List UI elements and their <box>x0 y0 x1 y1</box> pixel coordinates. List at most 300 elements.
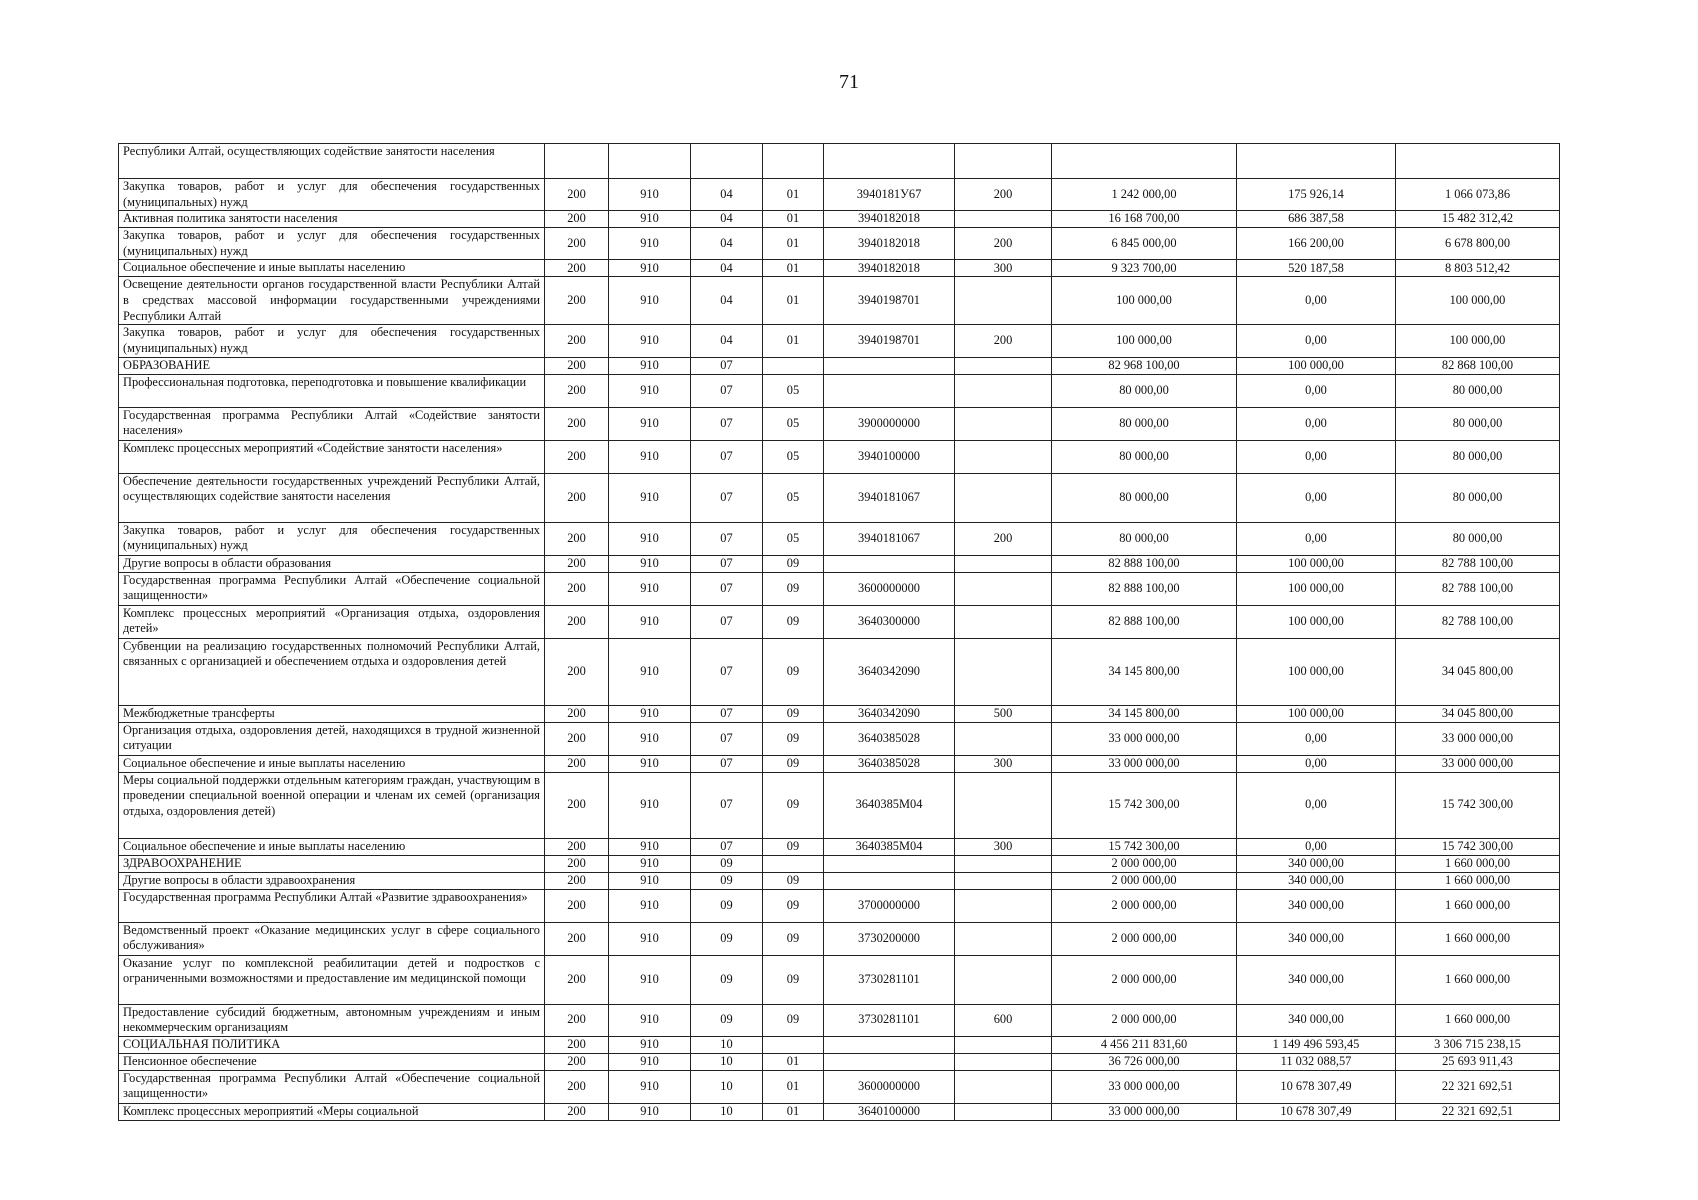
subsection-cell: 01 <box>763 211 824 228</box>
remainder-amount-cell: 1 660 000,00 <box>1396 855 1560 872</box>
plan-amount-cell: 82 888 100,00 <box>1052 605 1237 638</box>
section-cell: 09 <box>691 855 763 872</box>
expense-type-cell <box>955 922 1052 955</box>
razdel-code-cell: 200 <box>545 922 609 955</box>
remainder-amount-cell: 82 788 100,00 <box>1396 572 1560 605</box>
plan-amount-cell: 80 000,00 <box>1052 440 1237 473</box>
description-cell: Освещение деятельности органов государственной власти Республики Алтай в средствах массовой информации государственными учреждениями Республики Алтай <box>119 277 545 325</box>
grbs-code-cell: 910 <box>609 211 691 228</box>
section-cell: 09 <box>691 872 763 889</box>
section-cell: 07 <box>691 357 763 374</box>
executed-amount-cell: 100 000,00 <box>1237 638 1396 705</box>
plan-amount-cell: 15 742 300,00 <box>1052 838 1237 855</box>
plan-amount-cell <box>1052 144 1237 179</box>
executed-amount-cell: 0,00 <box>1237 755 1396 772</box>
razdel-code-cell: 200 <box>545 872 609 889</box>
expense-type-cell <box>955 357 1052 374</box>
table-row <box>119 605 1560 638</box>
target-article-cell: 3640385028 <box>824 755 955 772</box>
plan-amount-cell: 82 888 100,00 <box>1052 555 1237 572</box>
executed-amount-cell: 0,00 <box>1237 440 1396 473</box>
plan-amount-cell: 100 000,00 <box>1052 325 1237 357</box>
description-cell: ЗДРАВООХРАНЕНИЕ <box>119 855 545 872</box>
executed-amount-cell: 0,00 <box>1237 407 1396 440</box>
grbs-code-cell: 910 <box>609 473 691 522</box>
target-article-cell <box>824 1036 955 1053</box>
table-row <box>119 260 1560 277</box>
expense-type-cell: 300 <box>955 838 1052 855</box>
description-cell: Республики Алтай, осуществляющих содействие занятости населения <box>119 144 545 179</box>
target-article-cell <box>824 855 955 872</box>
grbs-code-cell: 910 <box>609 1004 691 1036</box>
table-row <box>119 772 1560 838</box>
target-article-cell <box>824 555 955 572</box>
executed-amount-cell: 1 149 496 593,45 <box>1237 1036 1396 1053</box>
subsection-cell: 09 <box>763 922 824 955</box>
remainder-amount-cell: 80 000,00 <box>1396 374 1560 407</box>
grbs-code-cell: 910 <box>609 1103 691 1120</box>
executed-amount-cell: 175 926,14 <box>1237 179 1396 211</box>
grbs-code-cell: 910 <box>609 572 691 605</box>
target-article-cell <box>824 374 955 407</box>
plan-amount-cell: 36 726 000,00 <box>1052 1053 1237 1070</box>
remainder-amount-cell: 22 321 692,51 <box>1396 1103 1560 1120</box>
description-cell: Организация отдыха, оздоровления детей, находящихся в трудной жизненной ситуации <box>119 722 545 755</box>
expense-type-cell <box>955 855 1052 872</box>
description-cell: Субвенции на реализацию государственных полномочий Республики Алтай, связанных с организацией и обеспечением отдыха и оздоровления детей <box>119 638 545 705</box>
subsection-cell <box>763 1036 824 1053</box>
target-article-cell: 3640100000 <box>824 1103 955 1120</box>
plan-amount-cell: 2 000 000,00 <box>1052 1004 1237 1036</box>
section-cell: 09 <box>691 889 763 922</box>
grbs-code-cell: 910 <box>609 277 691 325</box>
grbs-code-cell: 910 <box>609 605 691 638</box>
target-article-cell: 3900000000 <box>824 407 955 440</box>
plan-amount-cell: 2 000 000,00 <box>1052 872 1237 889</box>
expense-type-cell <box>955 211 1052 228</box>
grbs-code-cell: 910 <box>609 357 691 374</box>
table-row <box>119 1070 1560 1103</box>
executed-amount-cell: 0,00 <box>1237 522 1396 555</box>
executed-amount-cell: 340 000,00 <box>1237 955 1396 1004</box>
description-cell: Оказание услуг по комплексной реабилитации детей и подростков с ограниченными возможностями и предоставление им медицинской помощи <box>119 955 545 1004</box>
subsection-cell: 01 <box>763 260 824 277</box>
table-row <box>119 1036 1560 1053</box>
description-cell: Социальное обеспечение и иные выплаты населению <box>119 755 545 772</box>
description-cell: Закупка товаров, работ и услуг для обеспечения государственных (муниципальных) нужд <box>119 522 545 555</box>
grbs-code-cell: 910 <box>609 522 691 555</box>
table-row <box>119 228 1560 260</box>
executed-amount-cell: 11 032 088,57 <box>1237 1053 1396 1070</box>
remainder-amount-cell: 1 660 000,00 <box>1396 889 1560 922</box>
description-cell: Закупка товаров, работ и услуг для обеспечения государственных (муниципальных) нужд <box>119 179 545 211</box>
table-row <box>119 755 1560 772</box>
grbs-code-cell: 910 <box>609 440 691 473</box>
executed-amount-cell: 0,00 <box>1237 722 1396 755</box>
subsection-cell: 09 <box>763 889 824 922</box>
grbs-code-cell: 910 <box>609 872 691 889</box>
description-cell: Закупка товаров, работ и услуг для обеспечения государственных (муниципальных) нужд <box>119 325 545 357</box>
expense-type-cell <box>955 1053 1052 1070</box>
section-cell: 07 <box>691 638 763 705</box>
section-cell: 07 <box>691 407 763 440</box>
plan-amount-cell: 16 168 700,00 <box>1052 211 1237 228</box>
expense-type-cell <box>955 555 1052 572</box>
subsection-cell: 09 <box>763 572 824 605</box>
subsection-cell: 09 <box>763 605 824 638</box>
description-cell: Ведомственный проект «Оказание медицинских услуг в сфере социального обслуживания» <box>119 922 545 955</box>
plan-amount-cell: 33 000 000,00 <box>1052 1070 1237 1103</box>
subsection-cell: 09 <box>763 838 824 855</box>
table-row <box>119 922 1560 955</box>
remainder-amount-cell: 33 000 000,00 <box>1396 722 1560 755</box>
table-row <box>119 555 1560 572</box>
executed-amount-cell: 0,00 <box>1237 473 1396 522</box>
executed-amount-cell: 340 000,00 <box>1237 872 1396 889</box>
razdel-code-cell: 200 <box>545 722 609 755</box>
razdel-code-cell: 200 <box>545 855 609 872</box>
expense-type-cell <box>955 1070 1052 1103</box>
executed-amount-cell: 686 387,58 <box>1237 211 1396 228</box>
target-article-cell: 3940198701 <box>824 277 955 325</box>
remainder-amount-cell: 15 742 300,00 <box>1396 838 1560 855</box>
section-cell: 04 <box>691 260 763 277</box>
grbs-code-cell: 910 <box>609 705 691 722</box>
remainder-amount-cell: 1 660 000,00 <box>1396 955 1560 1004</box>
target-article-cell: 3940181067 <box>824 473 955 522</box>
remainder-amount-cell: 1 660 000,00 <box>1396 872 1560 889</box>
subsection-cell: 09 <box>763 722 824 755</box>
remainder-amount-cell: 34 045 800,00 <box>1396 638 1560 705</box>
remainder-amount-cell: 33 000 000,00 <box>1396 755 1560 772</box>
remainder-amount-cell <box>1396 144 1560 179</box>
table-row <box>119 179 1560 211</box>
grbs-code-cell: 910 <box>609 1053 691 1070</box>
remainder-amount-cell: 8 803 512,42 <box>1396 260 1560 277</box>
description-cell: Социальное обеспечение и иные выплаты населению <box>119 260 545 277</box>
grbs-code-cell: 910 <box>609 889 691 922</box>
target-article-cell: 3640342090 <box>824 638 955 705</box>
plan-amount-cell: 9 323 700,00 <box>1052 260 1237 277</box>
remainder-amount-cell: 3 306 715 238,15 <box>1396 1036 1560 1053</box>
target-article-cell: 3940182018 <box>824 260 955 277</box>
target-article-cell: 3640300000 <box>824 605 955 638</box>
description-cell: Социальное обеспечение и иные выплаты населению <box>119 838 545 855</box>
plan-amount-cell: 34 145 800,00 <box>1052 705 1237 722</box>
section-cell: 07 <box>691 838 763 855</box>
section-cell: 09 <box>691 1004 763 1036</box>
remainder-amount-cell: 80 000,00 <box>1396 522 1560 555</box>
executed-amount-cell: 0,00 <box>1237 325 1396 357</box>
remainder-amount-cell: 80 000,00 <box>1396 407 1560 440</box>
target-article-cell: 3730281101 <box>824 955 955 1004</box>
razdel-code-cell: 200 <box>545 1036 609 1053</box>
subsection-cell: 05 <box>763 473 824 522</box>
subsection-cell: 01 <box>763 179 824 211</box>
razdel-code-cell: 200 <box>545 325 609 357</box>
razdel-code-cell: 200 <box>545 755 609 772</box>
executed-amount-cell: 100 000,00 <box>1237 705 1396 722</box>
razdel-code-cell: 200 <box>545 211 609 228</box>
table-row <box>119 473 1560 522</box>
subsection-cell: 05 <box>763 374 824 407</box>
section-cell: 09 <box>691 955 763 1004</box>
remainder-amount-cell: 1 660 000,00 <box>1396 922 1560 955</box>
razdel-code-cell: 200 <box>545 555 609 572</box>
table-row <box>119 1053 1560 1070</box>
grbs-code-cell: 910 <box>609 325 691 357</box>
section-cell: 04 <box>691 211 763 228</box>
subsection-cell: 09 <box>763 1004 824 1036</box>
grbs-code-cell: 910 <box>609 407 691 440</box>
table-row <box>119 325 1560 357</box>
table-row <box>119 872 1560 889</box>
plan-amount-cell: 2 000 000,00 <box>1052 855 1237 872</box>
description-cell: Закупка товаров, работ и услуг для обеспечения государственных (муниципальных) нужд <box>119 228 545 260</box>
section-cell <box>691 144 763 179</box>
plan-amount-cell: 80 000,00 <box>1052 374 1237 407</box>
plan-amount-cell: 1 242 000,00 <box>1052 179 1237 211</box>
razdel-code-cell <box>545 144 609 179</box>
expense-type-cell: 200 <box>955 179 1052 211</box>
description-cell: ОБРАЗОВАНИЕ <box>119 357 545 374</box>
target-article-cell: 3940182018 <box>824 211 955 228</box>
grbs-code-cell: 910 <box>609 755 691 772</box>
section-cell: 04 <box>691 325 763 357</box>
executed-amount-cell: 0,00 <box>1237 374 1396 407</box>
description-cell: Государственная программа Республики Алтай «Содействие занятости населения» <box>119 407 545 440</box>
remainder-amount-cell: 80 000,00 <box>1396 440 1560 473</box>
subsection-cell: 05 <box>763 440 824 473</box>
expense-type-cell: 200 <box>955 325 1052 357</box>
description-cell: Обеспечение деятельности государственных учреждений Республики Алтай, осуществляющих содействие занятости населения <box>119 473 545 522</box>
target-article-cell: 3940100000 <box>824 440 955 473</box>
description-cell: Межбюджетные трансферты <box>119 705 545 722</box>
expense-type-cell: 300 <box>955 260 1052 277</box>
section-cell: 10 <box>691 1103 763 1120</box>
target-article-cell <box>824 357 955 374</box>
razdel-code-cell: 200 <box>545 838 609 855</box>
target-article-cell: 3940181У67 <box>824 179 955 211</box>
section-cell: 10 <box>691 1053 763 1070</box>
remainder-amount-cell: 82 788 100,00 <box>1396 605 1560 638</box>
razdel-code-cell: 200 <box>545 473 609 522</box>
razdel-code-cell: 200 <box>545 772 609 838</box>
expense-type-cell <box>955 889 1052 922</box>
executed-amount-cell: 0,00 <box>1237 772 1396 838</box>
subsection-cell: 09 <box>763 772 824 838</box>
table-row <box>119 211 1560 228</box>
description-cell: Комплекс процессных мероприятий «Содействие занятости населения» <box>119 440 545 473</box>
page-number: 71 <box>839 71 859 93</box>
grbs-code-cell: 910 <box>609 722 691 755</box>
target-article-cell: 3640385М04 <box>824 772 955 838</box>
razdel-code-cell: 200 <box>545 357 609 374</box>
description-cell: Профессиональная подготовка, переподготовка и повышение квалификации <box>119 374 545 407</box>
razdel-code-cell: 200 <box>545 1103 609 1120</box>
description-cell: Пенсионное обеспечение <box>119 1053 545 1070</box>
subsection-cell: 05 <box>763 407 824 440</box>
section-cell: 07 <box>691 522 763 555</box>
subsection-cell: 09 <box>763 555 824 572</box>
razdel-code-cell: 200 <box>545 277 609 325</box>
description-cell: Другие вопросы в области образования <box>119 555 545 572</box>
executed-amount-cell: 100 000,00 <box>1237 555 1396 572</box>
plan-amount-cell: 6 845 000,00 <box>1052 228 1237 260</box>
table-row <box>119 277 1560 325</box>
budget-table <box>118 143 1560 1121</box>
razdel-code-cell: 200 <box>545 374 609 407</box>
executed-amount-cell: 100 000,00 <box>1237 605 1396 638</box>
target-article-cell <box>824 872 955 889</box>
executed-amount-cell: 100 000,00 <box>1237 357 1396 374</box>
table-row <box>119 440 1560 473</box>
section-cell: 07 <box>691 722 763 755</box>
target-article-cell: 3730200000 <box>824 922 955 955</box>
table-row <box>119 705 1560 722</box>
remainder-amount-cell: 100 000,00 <box>1396 325 1560 357</box>
remainder-amount-cell: 1 066 073,86 <box>1396 179 1560 211</box>
subsection-cell <box>763 357 824 374</box>
target-article-cell: 3940181067 <box>824 522 955 555</box>
target-article-cell: 3940182018 <box>824 228 955 260</box>
expense-type-cell: 500 <box>955 705 1052 722</box>
subsection-cell: 09 <box>763 638 824 705</box>
description-cell: Предоставление субсидий бюджетным, автономным учреждениям и иным некоммерческим организациям <box>119 1004 545 1036</box>
subsection-cell: 01 <box>763 325 824 357</box>
plan-amount-cell: 80 000,00 <box>1052 407 1237 440</box>
section-cell: 10 <box>691 1036 763 1053</box>
plan-amount-cell: 80 000,00 <box>1052 522 1237 555</box>
section-cell: 07 <box>691 605 763 638</box>
razdel-code-cell: 200 <box>545 605 609 638</box>
section-cell: 10 <box>691 1070 763 1103</box>
table-row <box>119 357 1560 374</box>
grbs-code-cell: 910 <box>609 772 691 838</box>
expense-type-cell <box>955 407 1052 440</box>
subsection-cell: 09 <box>763 872 824 889</box>
subsection-cell: 05 <box>763 522 824 555</box>
executed-amount-cell: 340 000,00 <box>1237 922 1396 955</box>
table-row <box>119 955 1560 1004</box>
razdel-code-cell: 200 <box>545 440 609 473</box>
description-cell: Государственная программа Республики Алтай «Обеспечение социальной защищенности» <box>119 572 545 605</box>
plan-amount-cell: 33 000 000,00 <box>1052 1103 1237 1120</box>
subsection-cell: 09 <box>763 755 824 772</box>
section-cell: 07 <box>691 572 763 605</box>
subsection-cell: 01 <box>763 1053 824 1070</box>
table-row <box>119 374 1560 407</box>
remainder-amount-cell: 25 693 911,43 <box>1396 1053 1560 1070</box>
table-row <box>119 407 1560 440</box>
section-cell: 07 <box>691 473 763 522</box>
grbs-code-cell: 910 <box>609 855 691 872</box>
expense-type-cell <box>955 872 1052 889</box>
description-cell: Активная политика занятости населения <box>119 211 545 228</box>
grbs-code-cell: 910 <box>609 1070 691 1103</box>
subsection-cell: 01 <box>763 1103 824 1120</box>
description-cell: Другие вопросы в области здравоохранения <box>119 872 545 889</box>
grbs-code-cell: 910 <box>609 1036 691 1053</box>
subsection-cell <box>763 144 824 179</box>
executed-amount-cell: 0,00 <box>1237 277 1396 325</box>
razdel-code-cell: 200 <box>545 260 609 277</box>
remainder-amount-cell: 6 678 800,00 <box>1396 228 1560 260</box>
target-article-cell: 3640342090 <box>824 705 955 722</box>
razdel-code-cell: 200 <box>545 522 609 555</box>
remainder-amount-cell: 82 788 100,00 <box>1396 555 1560 572</box>
plan-amount-cell: 4 456 211 831,60 <box>1052 1036 1237 1053</box>
table-row <box>119 572 1560 605</box>
grbs-code-cell: 910 <box>609 179 691 211</box>
razdel-code-cell: 200 <box>545 179 609 211</box>
remainder-amount-cell: 82 868 100,00 <box>1396 357 1560 374</box>
expense-type-cell <box>955 1036 1052 1053</box>
description-cell: Меры социальной поддержки отдельным категориям граждан, участвующим в проведении специальной военной операции и членам их семей (организация отдыха, оздоровления детей) <box>119 772 545 838</box>
description-cell: Государственная программа Республики Алтай «Развитие здравоохранения» <box>119 889 545 922</box>
table-row <box>119 144 1560 179</box>
razdel-code-cell: 200 <box>545 638 609 705</box>
section-cell: 07 <box>691 772 763 838</box>
remainder-amount-cell: 34 045 800,00 <box>1396 705 1560 722</box>
section-cell: 07 <box>691 555 763 572</box>
expense-type-cell <box>955 638 1052 705</box>
executed-amount-cell: 340 000,00 <box>1237 855 1396 872</box>
target-article-cell: 3640385028 <box>824 722 955 755</box>
expense-type-cell <box>955 277 1052 325</box>
razdel-code-cell: 200 <box>545 889 609 922</box>
razdel-code-cell: 200 <box>545 1070 609 1103</box>
remainder-amount-cell: 15 742 300,00 <box>1396 772 1560 838</box>
expense-type-cell <box>955 572 1052 605</box>
grbs-code-cell: 910 <box>609 555 691 572</box>
razdel-code-cell: 200 <box>545 572 609 605</box>
section-cell: 09 <box>691 922 763 955</box>
subsection-cell: 01 <box>763 277 824 325</box>
grbs-code-cell <box>609 144 691 179</box>
target-article-cell: 3730281101 <box>824 1004 955 1036</box>
subsection-cell: 01 <box>763 228 824 260</box>
grbs-code-cell: 910 <box>609 374 691 407</box>
description-cell: Комплекс процессных мероприятий «Меры социальной <box>119 1103 545 1120</box>
expense-type-cell: 300 <box>955 755 1052 772</box>
table-row <box>119 722 1560 755</box>
executed-amount-cell: 520 187,58 <box>1237 260 1396 277</box>
target-article-cell <box>824 144 955 179</box>
remainder-amount-cell: 1 660 000,00 <box>1396 1004 1560 1036</box>
razdel-code-cell: 200 <box>545 705 609 722</box>
executed-amount-cell <box>1237 144 1396 179</box>
executed-amount-cell: 10 678 307,49 <box>1237 1070 1396 1103</box>
table-row <box>119 638 1560 705</box>
expense-type-cell <box>955 144 1052 179</box>
description-cell: СОЦИАЛЬНАЯ ПОЛИТИКА <box>119 1036 545 1053</box>
remainder-amount-cell: 100 000,00 <box>1396 277 1560 325</box>
expense-type-cell: 600 <box>955 1004 1052 1036</box>
description-cell: Государственная программа Республики Алтай «Обеспечение социальной защищенности» <box>119 1070 545 1103</box>
plan-amount-cell: 15 742 300,00 <box>1052 772 1237 838</box>
executed-amount-cell: 166 200,00 <box>1237 228 1396 260</box>
target-article-cell: 3700000000 <box>824 889 955 922</box>
section-cell: 04 <box>691 277 763 325</box>
section-cell: 07 <box>691 755 763 772</box>
plan-amount-cell: 2 000 000,00 <box>1052 889 1237 922</box>
plan-amount-cell: 2 000 000,00 <box>1052 955 1237 1004</box>
subsection-cell: 09 <box>763 705 824 722</box>
subsection-cell: 01 <box>763 1070 824 1103</box>
razdel-code-cell: 200 <box>545 228 609 260</box>
section-cell: 04 <box>691 228 763 260</box>
